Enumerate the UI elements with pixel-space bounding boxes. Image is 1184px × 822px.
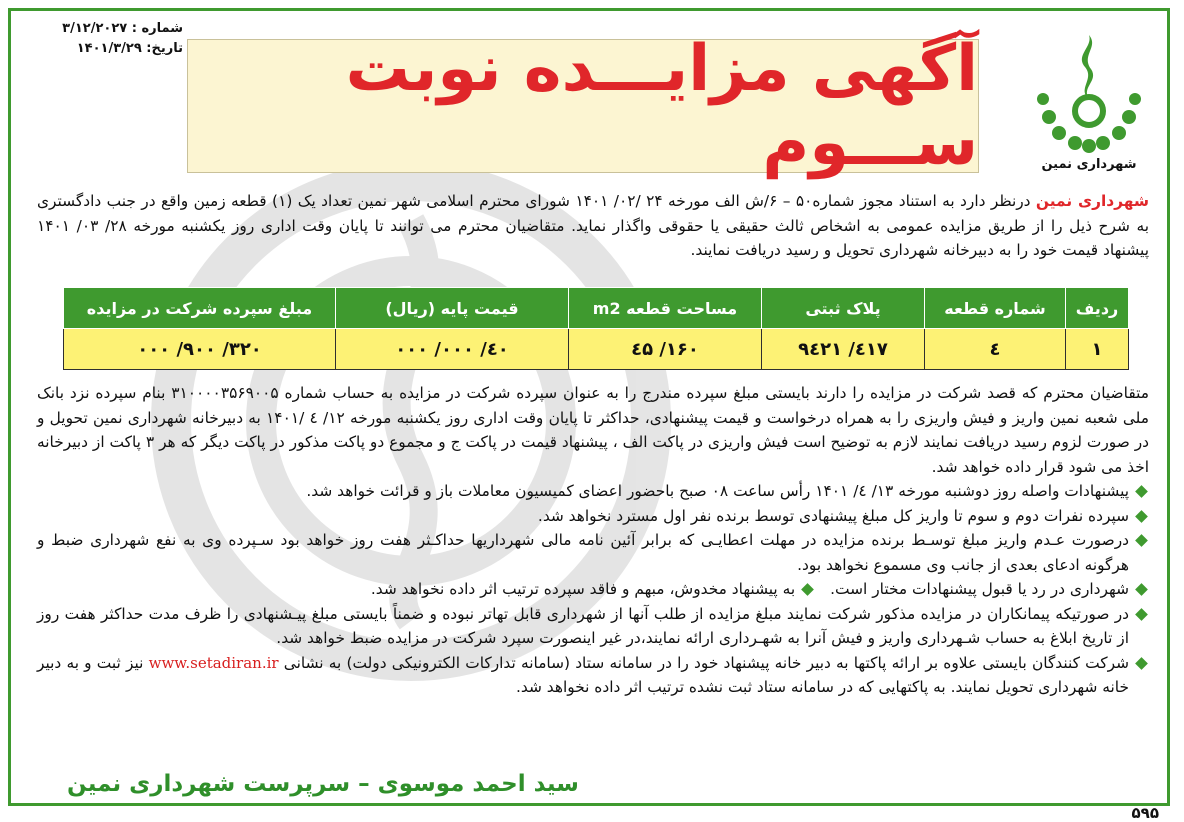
announcement-page <box>8 8 1170 822</box>
column-header: مبلغ سپرده شرکت در مزایده <box>64 288 336 329</box>
org-name: شهرداری نمین <box>1035 192 1150 210</box>
logo-emblem-icon <box>1029 29 1149 157</box>
list-item: درصورت عـدم واریز مبلغ توسـط برنده مزایده در مهلت اعطایـی که برابر آئین نامه مالی شهرداریها حداکـثر هفت روز خواهد بود سـپرده وی به نفع شهرداری ضبط و هرگونه ادعای بعدی از جانب وی مسموع نخواهد بود. <box>37 528 1149 577</box>
list-item: شهرداری در رد یا قبول پیشنهادات مختار است.به پیشنهاد مخدوش، مبهم و فاقد سپرده ترتیب اثر داده نخواهد شد. <box>37 577 1149 602</box>
page-number: ۵۹۵ <box>1131 804 1159 822</box>
table-cell: ٤١٧/ ٩٤٢١ <box>762 329 925 370</box>
reference-number: شماره : ۳/۱۲/۲۰۲۷ <box>62 21 183 36</box>
deposit-instructions: متقاضیان محترم که قصد شرکت در مزایده را دارند بایستی مبلغ سپرده مندرج را به عنوان سپرده شرکت در مزایده به حساب شماره ۳۱۰۰۰۰۳۵۶۹۰۰۵ بنام سپرده نزد بانک ملی شعبه نمین واریز و فیش واریزی را به همراه درخواست و قیمت پیشنهادی، حداکثر تا پایان وقت اداری روز یکشنبه مورخه ۱۲/ ٤ /۱۴۰۱ به دبیرخانه شهرداری نمین تحویل و در صورت لزوم رسید دریافت نمایند لازم به توضیح است فیش واریزی در پاکت الف ، پیشنهاد قیمت در پاکت ج و مجموع دو پاکت مذکور در پاکت دیگر که هر ۳ پاکت از دبیرخانه اخذ می شود قرار داده خواهد شد. <box>37 384 1150 476</box>
diamond-bullet-icon <box>1135 534 1148 547</box>
intro-text: درنظر دارد به استناد مجوز شماره۵۰ – ۶/ش الف مورخه ۲۴ /۰۲/ ۱۴۰۱ شورای محترم اسلامی شهر نمین تعداد یک (۱) قطعه زمین واقع در جنب دادگستری به شرح ذیل را از طریق مزایده عمومی به اشخاص ثالث حقیقی یا حقوقی واگذار نماید. متقاضیان محترم می توانند تا پایان وقت اداری روز یکشنبه مورخه ۲۸/ ۰۳/ ۱۴۰۱ پیشنهاد قیمت خود را به دبیرخانه شهرداری تحویل و رسید دریافت نمایند. <box>37 192 1150 259</box>
table-cell: ۱ <box>1066 329 1129 370</box>
list-item: در صورتیکه پیمانکاران در مزایده مذکور شرکت نمایند مبلغ مزایده از طلب آنها از شهرداری قابل تهاتر نبوده و ضمناً بایستی مبلغ پیـشنهادی را ظرف مدت حداکثر هفت روز از تاریخ ابلاغ به حساب شـهرداری واریز و فیش آنرا به شهـرداری ارائه نمایند،در غیر اینصورت سپرد شرکت در مزایده ضبط خواهد شد. <box>37 602 1149 651</box>
list-item: شرکت کنندگان بایستی علاوه بر ارائه پاکتها به دبیر خانه پیشنهاد خود را در سامانه ستاد (سامانه تدارکات الکترونیکی دولت) به نشانی www.setadiran.ir نیز ثبت و به دبیر خانه شهرداری تحویل نمایند. به پاکتهایی که در سامانه ستاد ثبت نشده ترتیب اثر داده نخواهد شد. <box>37 651 1149 700</box>
setad-website-link[interactable]: www.setadiran.ir <box>148 653 279 672</box>
table-header-row <box>64 288 1129 329</box>
lots-table <box>63 287 1129 370</box>
intro-paragraph <box>37 189 1149 263</box>
column-header: پلاک ثبتی <box>762 288 925 329</box>
list-item: پیشنهادات واصله روز دوشنبه مورخه ۱۳/ ٤/ ۱۴۰۱ رأس ساعت ۰۸ صبح باحضور اعضای کمیسیون معاملات باز و قرائت خواهد شد. <box>37 479 1149 504</box>
column-header: شماره قطعه <box>925 288 1066 329</box>
signature: سید احمد موسوی – سرپرست شهرداری نمین <box>67 771 579 797</box>
diamond-bullet-icon <box>1135 510 1148 523</box>
diamond-bullet-icon <box>1135 608 1148 621</box>
page-title: آگهی مزایـــده نوبت ســـوم <box>345 32 978 180</box>
list-item: سپرده نفرات دوم و سوم تا واریز کل مبلغ پیشنهادی توسط برنده نفر اول مسترد نخواهد شد. <box>37 504 1149 529</box>
table-cell: ۳۲۰/ ۹۰۰/ ۰۰۰ <box>64 329 336 370</box>
table-cell: ٤۰/ ۰۰۰/ ۰۰۰ <box>336 329 569 370</box>
table-cell: ۱۶۰/ ٤۵ <box>569 329 762 370</box>
reference-date: تاریخ: ۱۴۰۱/۳/۲۹ <box>76 41 183 56</box>
title-banner <box>187 32 979 180</box>
column-header: قیمت پایه (ریال) <box>336 288 569 329</box>
diamond-bullet-icon <box>1135 583 1148 596</box>
table-cell: ٤ <box>925 329 1066 370</box>
diamond-bullet-icon <box>801 583 814 596</box>
reference-info <box>23 19 183 59</box>
column-header: ردیف <box>1066 288 1129 329</box>
diamond-bullet-icon <box>1135 485 1148 498</box>
conditions-list <box>37 479 1149 700</box>
municipality-logo <box>1025 29 1153 179</box>
column-header: مساحت قطعه m2 <box>569 288 762 329</box>
logo-caption: شهرداری نمین <box>1041 157 1137 172</box>
table-row <box>64 329 1129 370</box>
diamond-bullet-icon <box>1135 657 1148 670</box>
